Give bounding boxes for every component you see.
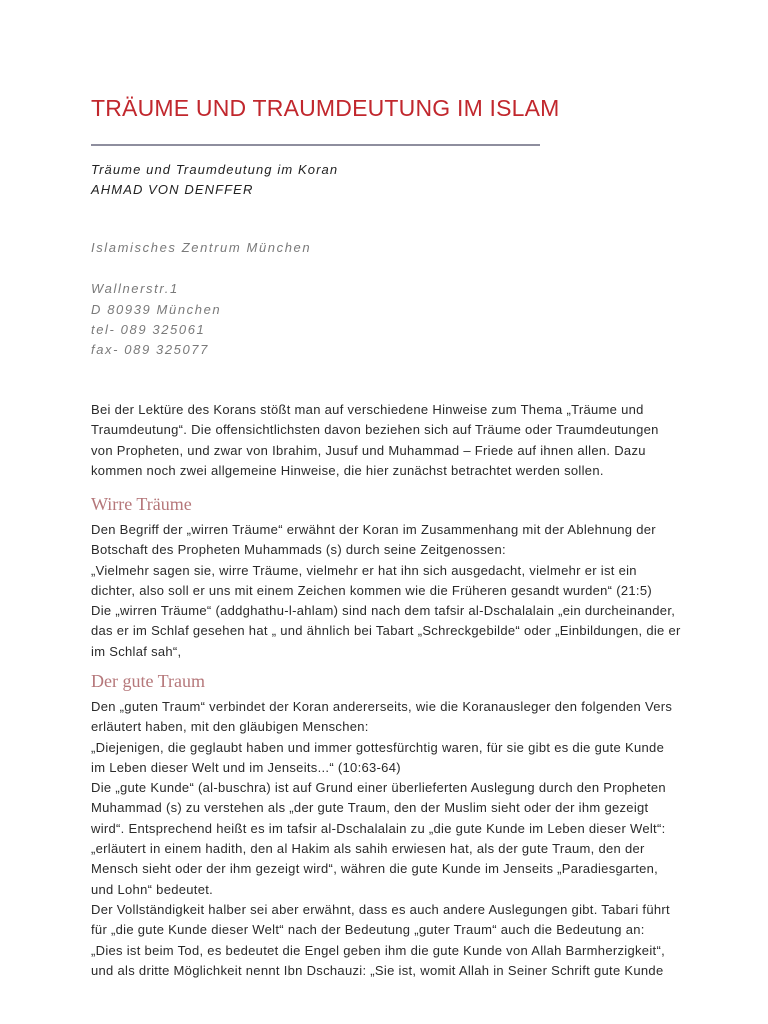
text-line: das er im Schlaf gesehen hat „ und ähnlich bei Tabart „Schreckgebilde“ oder „Einbildungen, die er bbox=[91, 623, 681, 639]
text-line: Botschaft des Propheten Muhammads (s) durch seine Zeitgenossen: bbox=[91, 542, 506, 558]
subtitle: Träume und Traumdeutung im Koran bbox=[91, 162, 339, 177]
text-line: für „die gute Kunde dieser Welt“ nach der Bedeutung „guter Traum“ auch die Bedeutung an: bbox=[91, 922, 645, 938]
text-line: „Dies ist beim Tod, es bedeutet die Engel geben ihm die gute Kunde von Allah Barmherzigkeit“, bbox=[91, 942, 665, 958]
address-tel: tel- 089 325061 bbox=[91, 322, 206, 337]
text-line: Der Vollständigkeit halber sei aber erwähnt, dass es auch andere Auslegungen gibt. Tabari führt bbox=[91, 901, 670, 917]
section-heading-der-gute-traum: Der gute Traum bbox=[91, 671, 205, 691]
text-line: dichter, also soll er uns mit einem Zeichen kommen wie die Früheren gesandt wurden“ (21:5) bbox=[91, 582, 652, 598]
section-heading-wirre-traeume: Wirre Träume bbox=[91, 494, 192, 514]
text-line: Den „guten Traum“ verbindet der Koran andererseits, wie die Koranausleger den folgenden Vers bbox=[91, 699, 673, 714]
document-title: TRÄUME UND TRAUMDEUTUNG IM ISLAM bbox=[91, 95, 560, 121]
intro-paragraph bbox=[91, 400, 739, 481]
author-name: AHMAD VON DENFFER bbox=[91, 182, 254, 197]
section-paragraph-der-gute-traum bbox=[91, 697, 739, 981]
text-line: Die „gute Kunde“ (al-buschra) ist auf Grund einer überlieferten Auslegung durch den Propheten bbox=[91, 780, 666, 796]
text-line: Den Begriff der „wirren Träume“ erwähnt der Koran im Zusammenhang mit der Ablehnung der bbox=[91, 522, 656, 537]
text-line: Traumdeutung“. Die offensichtlichsten davon beziehen sich auf Träume oder Traumdeutungen bbox=[91, 422, 659, 438]
address-city: D 80939 München bbox=[91, 302, 222, 317]
title-divider bbox=[91, 144, 540, 146]
text-line: Die „wirren Träume“ (addghathu-l-ahlam) sind nach dem tafsir al-Dschalalain „ein durcheinander, bbox=[91, 603, 676, 619]
text-line: und Lohn“ bedeutet. bbox=[91, 881, 214, 897]
text-line: „Vielmehr sagen sie, wirre Träume, vielmehr er hat ihn sich ausgedacht, vielmehr er ist ein bbox=[91, 562, 637, 578]
text-line: kommen noch zwei allgemeine Hinweise, die hier zunächst betrachtet werden sollen. bbox=[91, 462, 604, 478]
text-line: Muhammad (s) zu verstehen als „der gute Traum, den der Muslim sieht oder der ihm gezeigt bbox=[91, 800, 649, 816]
text-line: wird“. Entsprechend heißt es im tafsir al-Dschalalain zu „die gute Kunde im Leben dieser Welt“: bbox=[91, 820, 666, 836]
section-paragraph-wirre-traeume bbox=[91, 520, 739, 662]
text-line: von Propheten, und zwar von Ibrahim, Jusuf und Muhammad – Friede auf ihnen allen. Dazu bbox=[91, 442, 646, 458]
text-line: „Diejenigen, die geglaubt haben und immer gottesfürchtig waren, für sie gibt es die gute Kunde bbox=[91, 739, 665, 755]
organization-name: Islamisches Zentrum München bbox=[91, 240, 312, 255]
text-line: erläutert haben, mit den gläubigen Menschen: bbox=[91, 719, 369, 735]
address-street: Wallnerstr.1 bbox=[91, 281, 179, 296]
text-line: „erläutert in einem hadith, den al Hakim als sahih erwiesen hat, als der gute Traum, den der bbox=[91, 841, 645, 857]
address-fax: fax- 089 325077 bbox=[91, 342, 209, 357]
text-line: Bei der Lektüre des Korans stößt man auf verschiedene Hinweise zum Thema „Träume und bbox=[91, 402, 644, 417]
text-line: Mensch sieht oder der ihm gezeigt wird“, währen die gute Kunde im Jenseits „Paradiesgarten, bbox=[91, 861, 659, 877]
text-line: im Schlaf sah“, bbox=[91, 643, 182, 659]
text-line: und als dritte Möglichkeit nennt Ibn Dschauzi: „Sie ist, womit Allah in Seiner Schrift gute Kunde bbox=[91, 962, 664, 978]
text-line: im Leben dieser Welt und im Jenseits...“ (10:63-64) bbox=[91, 759, 401, 775]
